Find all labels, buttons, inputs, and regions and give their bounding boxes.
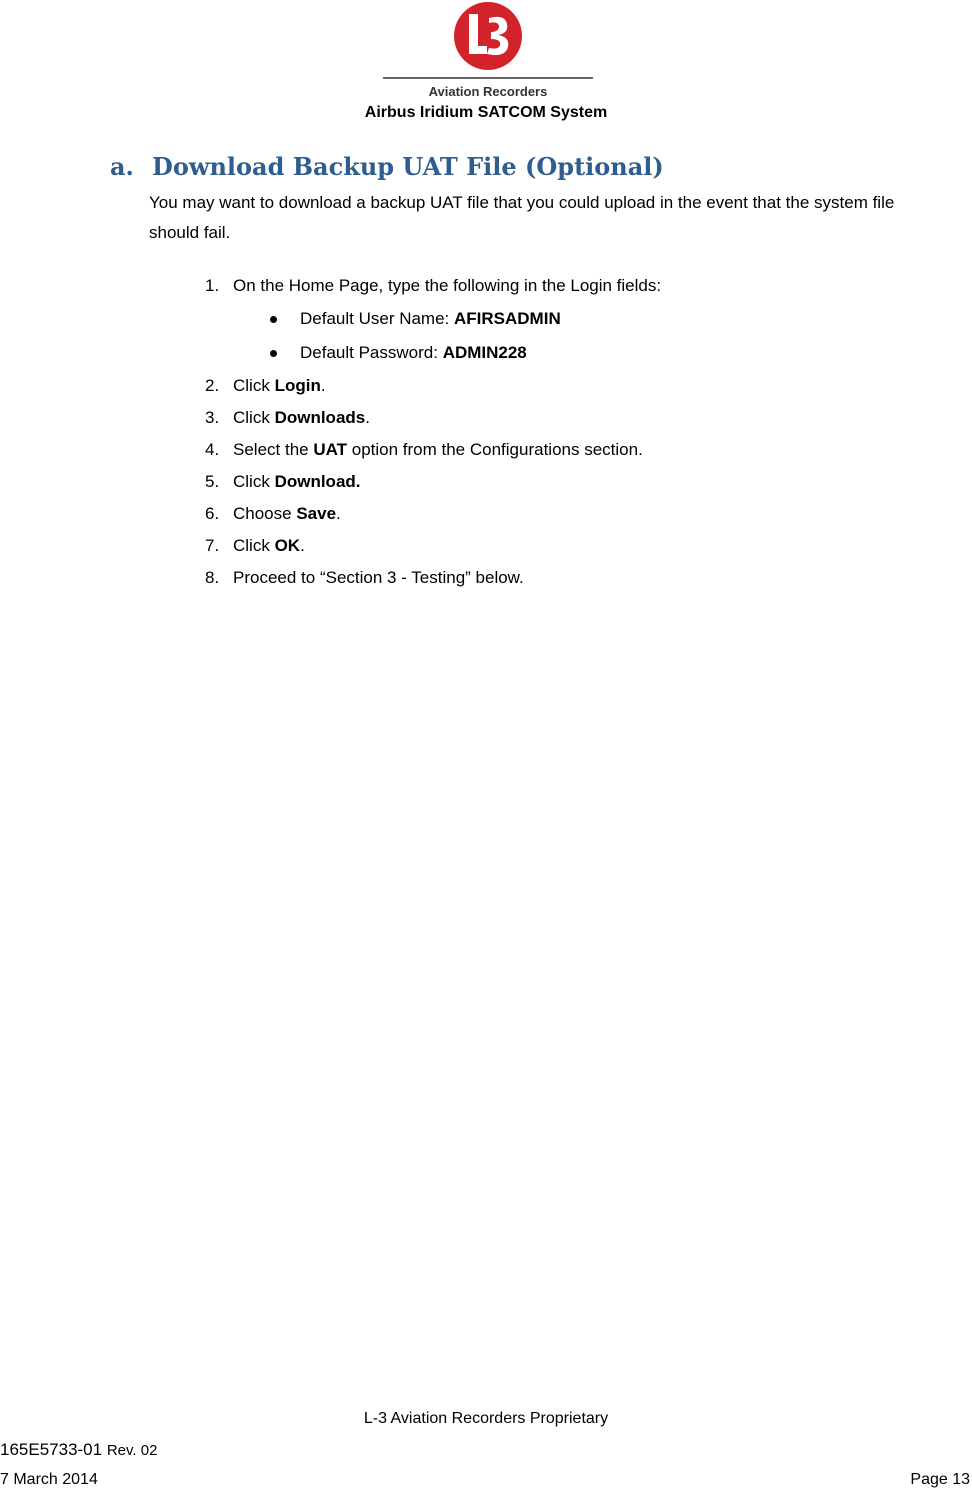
step-number: 6. (205, 504, 220, 523)
steps-list (205, 270, 925, 594)
document-system-title: Airbus Iridium SATCOM System (364, 104, 608, 121)
step-item (205, 530, 925, 562)
footer-proprietary: L-3 Aviation Recorders Proprietary (363, 1410, 609, 1427)
step-item (205, 466, 925, 498)
section-title: Download Backup UAT File (Optional) (152, 152, 664, 181)
step-text: Click OK. (233, 536, 305, 555)
default-username-value: AFIRSADMIN (454, 309, 561, 328)
bullet-icon (270, 316, 277, 323)
step-item (205, 498, 925, 530)
step-text: Proceed to “Section 3 - Testing” below. (233, 568, 524, 587)
step-number: 5. (205, 472, 220, 491)
step-text: Select the UAT option from the Configurations section. (233, 440, 643, 459)
bullet-text: Default Password: ADMIN228 (300, 343, 527, 362)
step-number: 7. (205, 536, 220, 555)
footer-date: 7 March 2014 (0, 1471, 98, 1488)
section-heading (110, 152, 664, 181)
step-text: Choose Save. (233, 504, 341, 523)
step-number: 1. (205, 276, 220, 295)
step-item (205, 562, 925, 594)
step-item (205, 270, 925, 302)
bullet-text: Default User Name: AFIRSADMIN (300, 309, 561, 328)
bullet-item-password (205, 336, 925, 370)
footer-revision: Rev. 02 (106, 1442, 158, 1459)
step-number: 3. (205, 408, 220, 427)
step-item (205, 370, 925, 402)
section-intro: You may want to download a backup UAT file that you could upload in the event that the system file should fail. (149, 193, 895, 242)
step-text: Click Downloads. (233, 408, 370, 427)
step-text: Click Download. (233, 472, 361, 491)
step-item (205, 434, 925, 466)
bullet-item-username (205, 302, 925, 336)
default-password-value: ADMIN228 (442, 343, 527, 362)
bullet-icon (270, 350, 277, 357)
logo-caption: Aviation Recorders (428, 84, 548, 99)
l3-logo-icon (383, 0, 593, 84)
company-logo (383, 0, 593, 108)
step-number: 4. (205, 440, 220, 459)
footer-page-number: Page 13 (910, 1471, 970, 1488)
step-text: On the Home Page, type the following in the Login fields: (233, 276, 662, 295)
step-number: 2. (205, 376, 220, 395)
step-item (205, 402, 925, 434)
footer-document-number: 165E5733-01 Rev. 02 (0, 1440, 158, 1459)
section-letter: a. (110, 152, 134, 181)
step-number: 8. (205, 568, 220, 587)
step-text: Click Login. (233, 376, 326, 395)
